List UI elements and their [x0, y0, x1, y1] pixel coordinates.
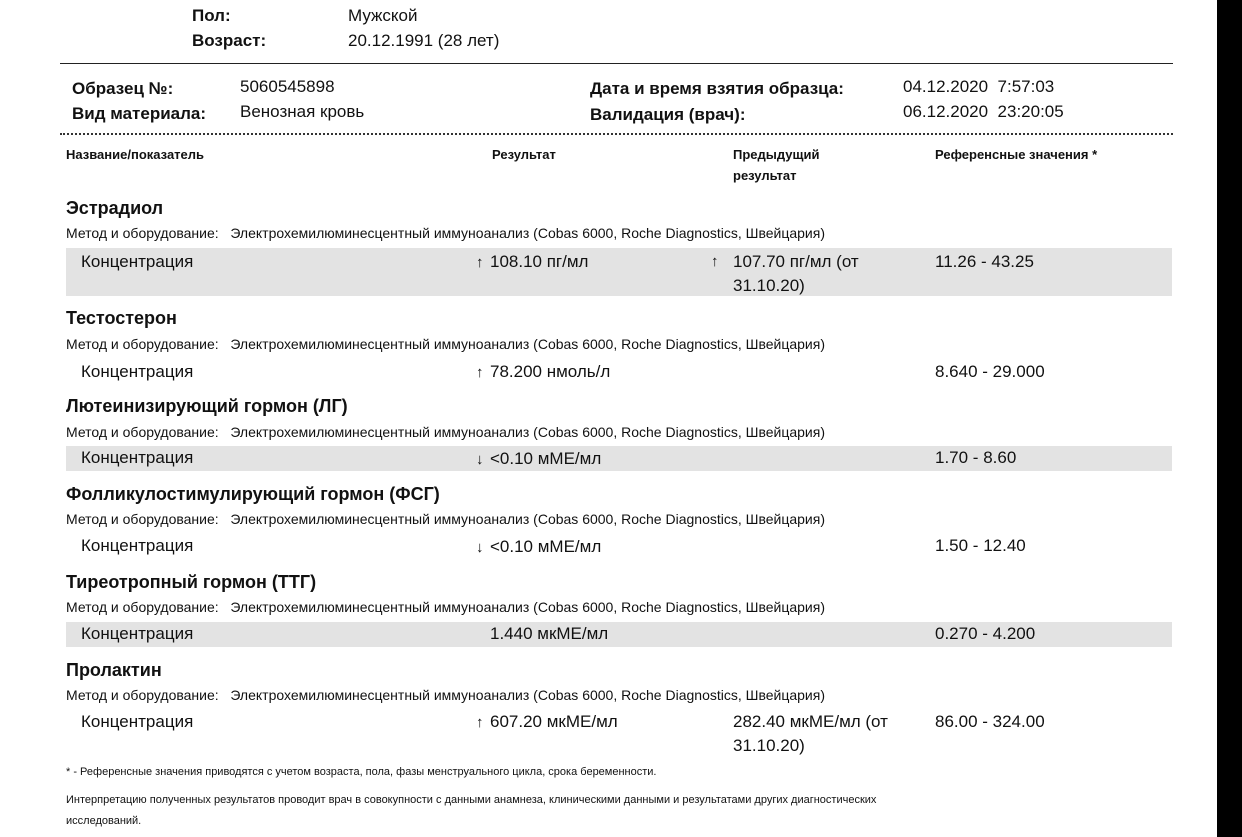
validation-label: Валидация (врач): [590, 105, 746, 124]
age-label: Возраст: [192, 31, 267, 50]
column-header-previous: Предыдущий результат [733, 147, 820, 183]
param-name: Концентрация [81, 448, 194, 467]
result-cell [476, 622, 608, 646]
param-name: Концентрация [81, 252, 194, 271]
method-value: Электрохемилюминесцентный иммуноанализ (Cobas 6000, Roche Diagnostics, Швейцария) [230, 687, 825, 703]
method-line [66, 424, 825, 440]
previous-value: 107.70 пг/мл (от 31.10.20) [733, 252, 859, 295]
result-row-prolactin [66, 710, 1172, 762]
test-title-testosterone: Тестостерон [66, 308, 177, 328]
result-value: 1.440 мкМЕ/мл [490, 624, 609, 643]
result-cell [476, 360, 610, 385]
method-value: Электрохемилюминесцентный иммуноанализ (Cobas 6000, Roche Diagnostics, Швейцария) [230, 511, 825, 527]
method-line [66, 687, 825, 703]
arrow-up-icon: ↑ [476, 254, 484, 271]
test-title-lh: Лютеинизирующий гормон (ЛГ) [66, 396, 348, 416]
param-name: Концентрация [81, 624, 194, 643]
previous-cell [711, 250, 911, 298]
test-title-prolactin: Пролактин [66, 660, 162, 680]
result-value: 108.10 пг/мл [490, 252, 589, 271]
method-line [66, 225, 825, 241]
method-label: Метод и оборудование: [66, 599, 219, 615]
result-row-lh [66, 446, 1172, 471]
column-header-name: Название/показатель [66, 147, 205, 162]
arrow-up-icon: ↑ [711, 253, 719, 270]
reference-value: 8.640 - 29.000 [935, 362, 1045, 381]
result-cell [476, 535, 601, 560]
arrow-up-icon: ↑ [476, 364, 484, 381]
column-header-result: Результат [492, 147, 556, 162]
result-row-estradiol [66, 248, 1172, 296]
validation-value: 06.12.2020 23:20:05 [903, 102, 1064, 121]
param-name: Концентрация [81, 712, 194, 731]
reference-value: 1.70 - 8.60 [935, 448, 1017, 467]
test-title-fsh: Фолликулостимулирующий гормон (ФСГ) [66, 484, 440, 504]
method-value: Электрохемилюминесцентный иммуноанализ (Cobas 6000, Roche Diagnostics, Швейцария) [230, 424, 825, 440]
param-name: Концентрация [81, 362, 194, 381]
method-label: Метод и оборудование: [66, 511, 219, 527]
sex-value: Мужской [348, 6, 418, 25]
reference-value: 0.270 - 4.200 [935, 624, 1036, 643]
sex-label: Пол: [192, 6, 231, 25]
result-row-fsh [66, 534, 1172, 560]
reference-footnote: * - Референсные значения приводятся с учетом возраста, пола, фазы менструального цикла, срока беременности. [66, 766, 657, 778]
result-value: 78.200 нмоль/л [490, 362, 611, 381]
test-title-tsh: Тиреотропный гормон (ТТГ) [66, 572, 317, 592]
method-label: Метод и оборудование: [66, 225, 219, 241]
method-value: Электрохемилюминесцентный иммуноанализ (Cobas 6000, Roche Diagnostics, Швейцария) [230, 336, 825, 352]
param-name: Концентрация [81, 536, 194, 555]
result-value: <0.10 мМЕ/мл [490, 537, 602, 556]
result-row-tsh [66, 622, 1172, 647]
sample-taken-value: 04.12.2020 7:57:03 [903, 77, 1055, 96]
result-cell [476, 710, 618, 735]
result-cell [476, 447, 601, 472]
material-value: Венозная кровь [240, 102, 365, 121]
arrow-down-icon: ↓ [476, 451, 484, 468]
reference-value: 86.00 - 324.00 [935, 712, 1045, 731]
header-divider [60, 63, 1173, 64]
sample-taken-label: Дата и время взятия образца: [590, 79, 844, 98]
method-line [66, 599, 825, 615]
material-label: Вид материала: [72, 104, 207, 123]
sample-number-value: 5060545898 [240, 77, 335, 96]
method-value: Электрохемилюминесцентный иммуноанализ (Cobas 6000, Roche Diagnostics, Швейцария) [230, 225, 825, 241]
sample-number-label: Образец №: [72, 79, 174, 98]
method-label: Метод и оборудование: [66, 336, 219, 352]
previous-value: 282.40 мкМЕ/мл (от 31.10.20) [733, 712, 888, 755]
method-label: Метод и оборудование: [66, 687, 219, 703]
reference-value: 11.26 - 43.25 [935, 252, 1034, 271]
result-value: 607.20 мкМЕ/мл [490, 712, 618, 731]
test-title-estradiol: Эстрадиол [66, 198, 164, 218]
result-value: <0.10 мМЕ/мл [490, 449, 602, 468]
method-label: Метод и оборудование: [66, 424, 219, 440]
reference-value: 1.50 - 12.40 [935, 536, 1026, 555]
age-value: 20.12.1991 (28 лет) [348, 31, 500, 50]
arrow-up-icon: ↑ [476, 714, 484, 731]
arrow-down-icon: ↓ [476, 539, 484, 556]
result-cell [476, 250, 588, 275]
sample-divider [60, 133, 1173, 135]
column-header-reference: Референсные значения * [935, 147, 1098, 162]
result-row-testosterone [66, 358, 1172, 384]
interpretation-footnote: Интерпретацию полученных результатов проводит врач в совокупности с данными анамнеза, клиническими данными и результатами других диагностических исследований. [66, 794, 877, 827]
method-line [66, 511, 825, 527]
method-value: Электрохемилюминесцентный иммуноанализ (Cobas 6000, Roche Diagnostics, Швейцария) [230, 599, 825, 615]
method-line [66, 336, 825, 352]
